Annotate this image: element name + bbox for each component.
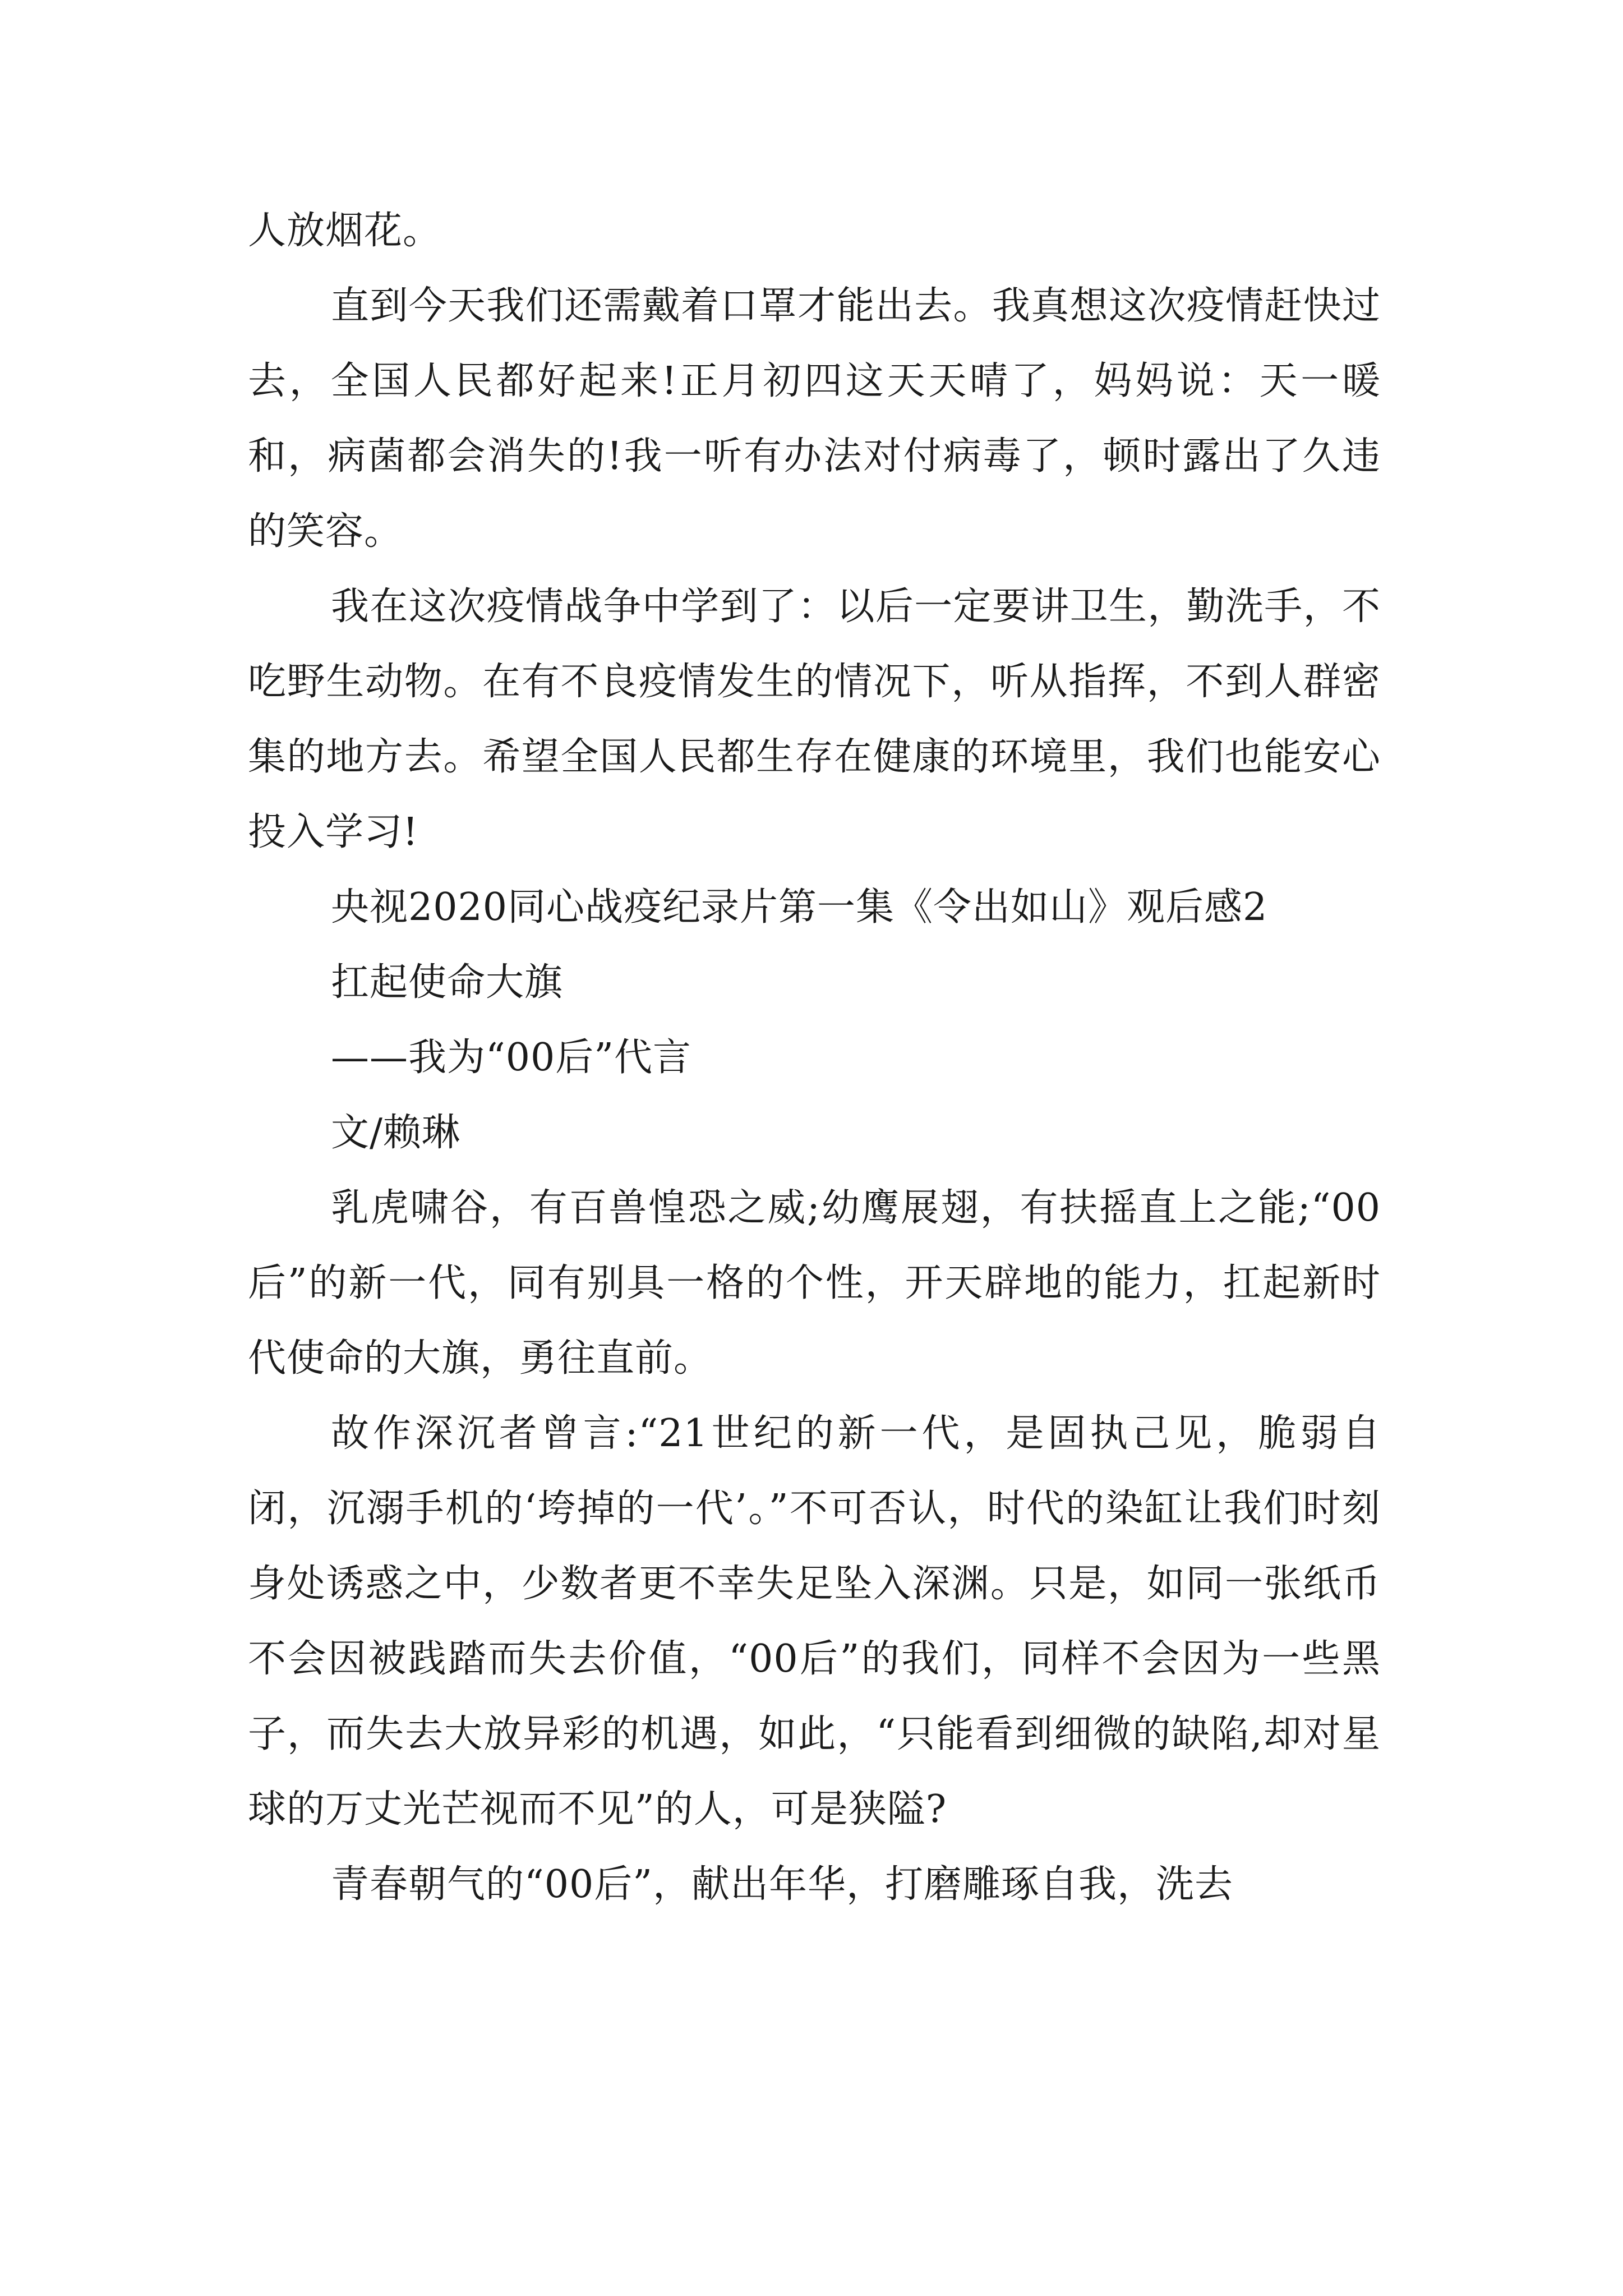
essay-author: 文/赖琳 [331, 1111, 460, 1155]
paragraph-2: 直到今天我们还需戴着口罩才能出去。我真想这次疫情赶快过去，全国人民都好起来!正月初四这天天晴了，妈妈说：天一暖和，病菌都会消失的!我一听有办法对付病毒了，顿时露出了久违的笑容。 [248, 284, 1381, 554]
paragraph-4: 乳虎啸谷，有百兽惶恐之威;幼鹰展翅，有扶摇直上之能;“00后”的新一代，同有别具一格的个性，开天辟地的能力，扛起新时代使命的大旗，勇往直前。 [248, 1186, 1381, 1381]
paragraph-1: 人放烟花。 [248, 209, 442, 253]
essay-subtitle: ——我为“00后”代言 [331, 1036, 692, 1080]
document-body [248, 194, 1381, 1922]
paragraph-5: 故作深沉者曾言:“21世纪的新一代，是固执己见，脆弱自闭，沉溺手机的‘垮掉的一代’。”不可否认，时代的染缸让我们时刻身处诱惑之中，少数者更不幸失足坠入深渊。只是，如同一张纸币不会因被践踏而失去价值，“00后”的我们，同样不会因为一些黑子，而失去大放异彩的机遇，如此，“只能看到细微的缺陷,却对星球的万丈光芒视而不见”的人，可是狭隘? [248, 1411, 1381, 1832]
paragraph-3: 我在这次疫情战争中学到了：以后一定要讲卫生，勤洗手，不吃野生动物。在有不良疫情发生的情况下，听从指挥，不到人群密集的地方去。希望全国人民都生存在健康的环境里，我们也能安心投入学习! [248, 585, 1381, 854]
article-heading: 央视2020同心战疫纪录片第一集《令出如山》观后感2 [331, 885, 1268, 930]
essay-title: 扛起使命大旗 [331, 960, 564, 1005]
paragraph-6: 青春朝气的“00后”，献出年华，打磨雕琢自我，洗去 [331, 1862, 1234, 1907]
